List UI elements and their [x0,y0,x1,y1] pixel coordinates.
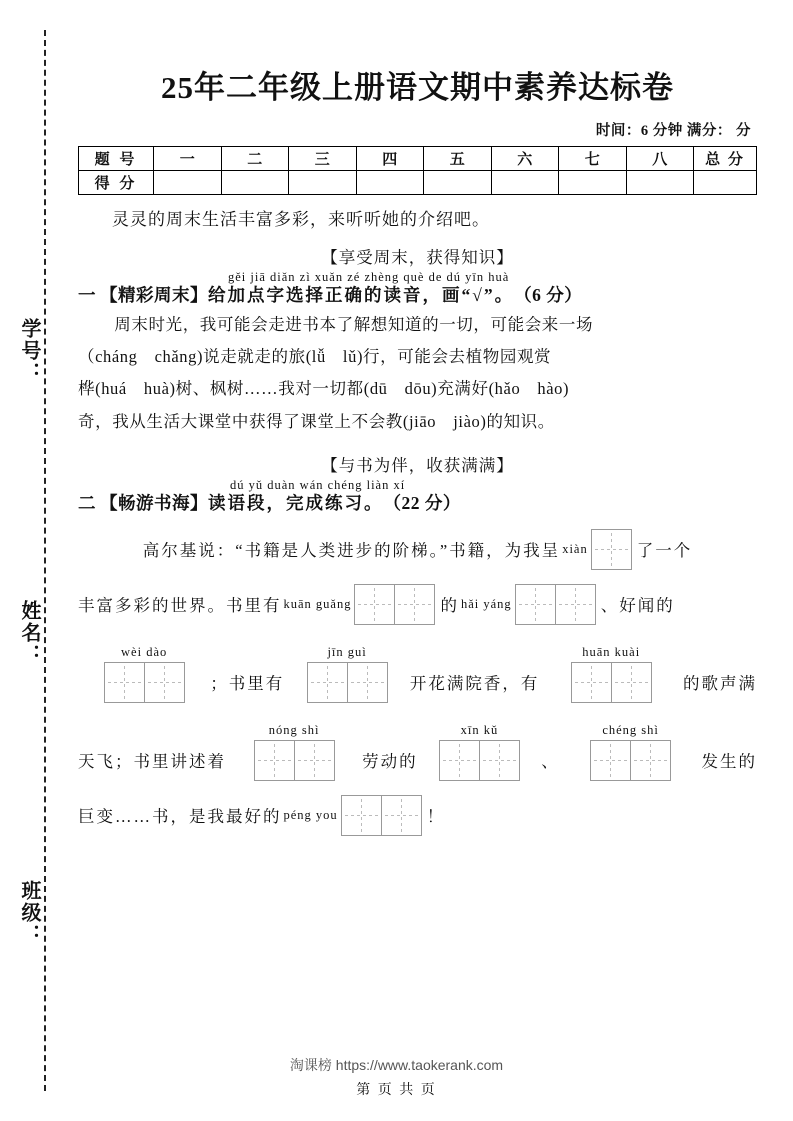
reading-text: ！ [426,806,446,826]
binding-dashed-line [44,30,46,1091]
answer-cell-group[interactable] [80,639,208,703]
answer-grid[interactable] [590,740,671,781]
score-cell-2[interactable] [221,171,289,195]
table-row-question-numbers [79,147,757,171]
score-col-4: 四 [356,147,424,171]
question-1-score: （6 分） [514,285,583,305]
reading-text: 开花满院香，有 [409,673,540,693]
reading-line [78,639,757,703]
answer-grid[interactable] [515,584,596,625]
answer-pinyin-hint: xīn kǔ [460,722,499,737]
question-1 [78,270,757,438]
question-2-number: 二 [78,492,96,513]
answer-grid[interactable] [571,662,652,703]
reading-text: 的 [440,595,459,615]
answer-grid-box[interactable] [590,740,631,781]
score-table [78,146,757,195]
score-col-2: 二 [221,147,289,171]
answer-grid-box[interactable] [354,584,395,625]
question-1-pinyin: gěi jiā diǎn zì xuǎn zé zhèng què de dú yīn huà [228,270,510,284]
reading-text: 、好闻的 [600,595,675,615]
answer-pinyin-hint: hǎi yáng [460,596,512,611]
question-1-number: 一 [78,285,96,305]
answer-grid-box[interactable] [307,662,348,703]
score-cell-1[interactable] [154,171,222,195]
reading-text: 劳动的 [362,751,418,771]
score-cell-7[interactable] [559,171,627,195]
passage-line: 周末时光，我可能会走进书本了解想知道的一切，可能会来一场 [114,315,594,334]
score-col-1: 一 [154,147,222,171]
passage-line: （cháng chǎng)说走就走的旅(lǚ lǔ)行，可能会去植物园观赏 [78,347,552,367]
answer-grid-box[interactable] [381,795,422,836]
table-row-scores [79,171,757,195]
answer-grid-box[interactable] [104,662,145,703]
page-title: 25年二年级上册语文期中素养达标卷 [161,70,674,105]
answer-pinyin-hint: huān kuài [582,644,641,659]
footer-website: 淘课榜 https://www.taokerank.com [289,1057,504,1073]
reading-line [78,529,757,570]
answer-cell-group[interactable] [228,717,360,781]
answer-cell-group[interactable] [541,639,681,703]
reading-line [78,717,757,781]
score-cell-8[interactable] [626,171,694,195]
score-col-7: 七 [559,147,627,171]
question-2-pinyin: dú yǔ duàn wán chéng liàn xí [230,477,406,492]
answer-grid-box[interactable] [294,740,335,781]
reading-text: 高尔基说：“书籍是人类进步的阶梯。”书籍，为我呈 [142,540,561,560]
question-2 [78,478,757,836]
score-col-6: 六 [491,147,559,171]
answer-pinyin-hint: jīn guì [327,644,367,659]
reading-text: 发生的 [701,751,757,771]
answer-pinyin-hint: péng you [283,808,338,823]
score-cell-3[interactable] [289,171,357,195]
question-1-text: 给加点字选择正确的读音，画“√”。 [208,285,515,305]
question-2-text: 读语段，完成练习。 [208,492,384,513]
answer-pinyin-hint: wèi dào [121,644,168,659]
page-content [78,44,757,836]
answer-grid-box[interactable] [630,740,671,781]
answer-grid[interactable] [341,795,422,836]
answer-grid[interactable] [439,740,520,781]
side-label-student-id: 学号： [18,318,40,384]
score-col-total: 总 分 [694,147,757,171]
reading-text: 、 [541,751,560,771]
section-banner-2: 【与书为伴，收获满满】 [321,455,514,475]
answer-grid-box[interactable] [144,662,185,703]
reading-text: 的歌声满 [683,673,757,693]
answer-grid-box[interactable] [341,795,382,836]
side-label-name: 姓名： [18,600,40,666]
answer-cell-group[interactable] [420,717,540,781]
reading-line [78,584,757,625]
question-1-tag: 【精彩周末】 [100,285,208,305]
answer-grid[interactable] [307,662,388,703]
answer-grid-box[interactable] [515,584,556,625]
passage-line: 奇，我从生活大课堂中获得了课堂上不会教(jiāo jiào)的知识。 [78,411,555,431]
row-label-score: 得 分 [79,171,154,195]
question-1-passage [78,309,757,438]
question-2-tag: 【畅游书海】 [100,492,208,513]
score-cell-total[interactable] [694,171,757,195]
answer-grid-box[interactable] [571,662,612,703]
question-2-score: （22 分） [383,492,461,513]
score-cell-5[interactable] [424,171,492,195]
reading-text: ；书里有 [210,673,285,693]
side-label-class: 班级： [18,880,40,946]
answer-cell-group[interactable] [461,584,599,625]
question-1-heading [78,282,757,307]
score-col-3: 三 [289,147,357,171]
answer-grid[interactable] [591,529,632,570]
answer-grid[interactable] [254,740,335,781]
answer-grid[interactable] [104,662,185,703]
answer-cell-group[interactable] [284,584,439,625]
reading-text: 丰富多彩的世界。书里有 [78,595,282,615]
answer-grid[interactable] [354,584,435,625]
reading-line [78,795,757,836]
answer-grid-box[interactable] [254,740,295,781]
question-2-heading [78,490,757,515]
footer-page-number: 第 页 共 页 [356,1083,437,1098]
reading-text: 了一个 [636,540,693,560]
reading-text: 巨变……书，是我最好的 [78,806,282,826]
intro-text: 灵灵的周末生活丰富多彩，来听听她的介绍吧。 [112,210,490,229]
answer-cell-group[interactable] [284,795,425,836]
question-2-passage [78,529,757,836]
answer-cell-group[interactable] [286,639,408,703]
answer-pinyin-hint: nóng shì [268,722,320,737]
passage-line: 桦(huá huà)树、枫树……我对一切都(dū dōu)充满好(hǎo hào) [78,379,570,399]
score-cell-6[interactable] [491,171,559,195]
answer-grid-box[interactable] [394,584,435,625]
side-label-group [8,0,44,1121]
reading-text: 天飞；书里讲述着 [78,751,226,771]
answer-grid-box[interactable] [439,740,480,781]
answer-pinyin-hint: chéng shì [602,722,659,737]
row-label-question: 题 号 [79,147,154,171]
score-col-5: 五 [424,147,492,171]
answer-grid-box[interactable] [555,584,596,625]
score-col-8: 八 [626,147,694,171]
answer-grid-box[interactable] [591,529,632,570]
answer-cell-group[interactable] [562,717,700,781]
score-cell-4[interactable] [356,171,424,195]
answer-cell-group[interactable] [562,529,635,570]
answer-grid-box[interactable] [347,662,388,703]
answer-grid-box[interactable] [479,740,520,781]
answer-grid-box[interactable] [611,662,652,703]
answer-pinyin-hint: xiàn [562,541,588,556]
exam-meta: 时间：6 分钟 满分： 分 [595,123,751,139]
answer-pinyin-hint: kuān guǎng [283,596,352,611]
section-banner-1: 【享受周末，获得知识】 [321,248,514,267]
